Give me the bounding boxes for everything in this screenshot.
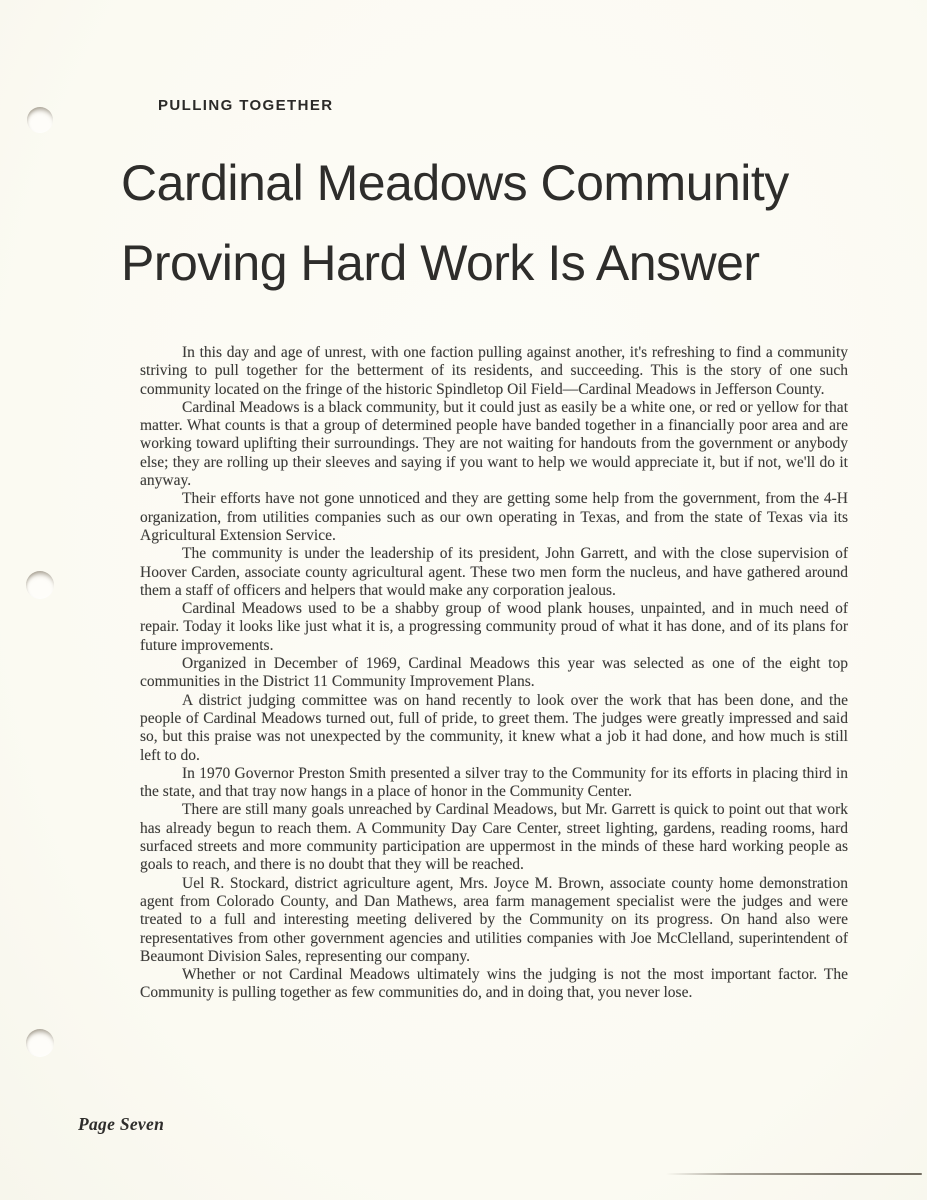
article-paragraph: Cardinal Meadows is a black community, but it could just as easily be a white one, or red or yellow for that matter. What counts is that a group of determined people have banded together in a financially poor area and are working toward uplifting their surroundings. They are not waiting for handouts from the government or anybody else; they are rolling up their sleeves and saying if you want to help we would appreciate it, but if not, we'll do it anyway. xyxy=(140,398,848,490)
article-paragraph: In 1970 Governor Preston Smith presented a silver tray to the Community for its efforts in placing third in the state, and that tray now hangs in a place of honor in the Community Center. xyxy=(140,764,848,801)
article-paragraph: Uel R. Stockard, district agriculture agent, Mrs. Joyce M. Brown, associate county home demonstration agent from Colorado County, and Dan Mathews, area farm management specialist were the judges and were treated to a full and interesting meeting delivered by the Community on its progress. On hand also were representatives from other government agencies and utilities companies with Joe McClelland, superintendent of Beaumont Division Sales, representing our company. xyxy=(140,874,848,965)
article-paragraph: The community is under the leadership of its president, John Garrett, and with the close supervision of Hoover Carden, associate county agricultural agent. These two men form the nucleus, and have gathered around them a staff of officers and helpers that would make any corporation jealous. xyxy=(140,545,848,599)
article-title-line-2: Proving Hard Work Is Answer xyxy=(121,235,760,291)
punch-hole-bottom xyxy=(26,1029,54,1057)
punch-hole-top xyxy=(27,107,53,133)
article-title-line-1: Cardinal Meadows Community xyxy=(121,155,789,211)
scan-edge-artifact xyxy=(666,1173,922,1175)
article-body xyxy=(140,344,848,1003)
punch-hole-middle xyxy=(26,571,54,599)
article-paragraph: Cardinal Meadows used to be a shabby group of wood plank houses, unpainted, and in much need of repair. Today it looks like just what it is, a progressing community proud of what it has done, and of its plans for future improvements. xyxy=(140,600,848,654)
article-paragraph: Organized in December of 1969, Cardinal Meadows this year was selected as one of the eight top communities in the District 11 Community Improvement Plans. xyxy=(140,655,848,691)
article-paragraph: In this day and age of unrest, with one faction pulling against another, it's refreshing to find a community striving to pull together for the betterment of its residents, and succeeding. This is the story of one such community located on the fringe of the historic Spindletop Oil Field—Cardinal Meadows in Jefferson County. xyxy=(140,344,848,398)
article-paragraph: A district judging committee was on hand recently to look over the work that has been done, and the people of Cardinal Meadows turned out, full of pride, to greet them. The judges were greatly impressed and said so, but this praise was not unexpected by the community, it knew what a job it had done, and how much is still left to do. xyxy=(140,691,848,764)
article-paragraph: Whether or not Cardinal Meadows ultimately wins the judging is not the most important factor. The Community is pulling together as few communities do, and in doing that, you never lose. xyxy=(140,966,848,1002)
article-title xyxy=(121,143,789,303)
article-paragraph: There are still many goals unreached by Cardinal Meadows, but Mr. Garrett is quick to point out that work has already begun to reach them. A Community Day Care Center, street lighting, gardens, reading rooms, hard surfaced streets and more community participation are uppermost in the minds of these hard working people as goals to reach, and there is no doubt that they will be reached. xyxy=(140,801,848,874)
page-number: Page Seven xyxy=(78,1114,165,1134)
article-paragraph: Their efforts have not gone unnoticed and they are getting some help from the government, from the 4-H organization, from utilities companies such as our own operating in Texas, and from the state of Texas via its Agricultural Extension Service. xyxy=(140,490,848,544)
article-kicker: PULLING TOGETHER xyxy=(158,97,334,114)
